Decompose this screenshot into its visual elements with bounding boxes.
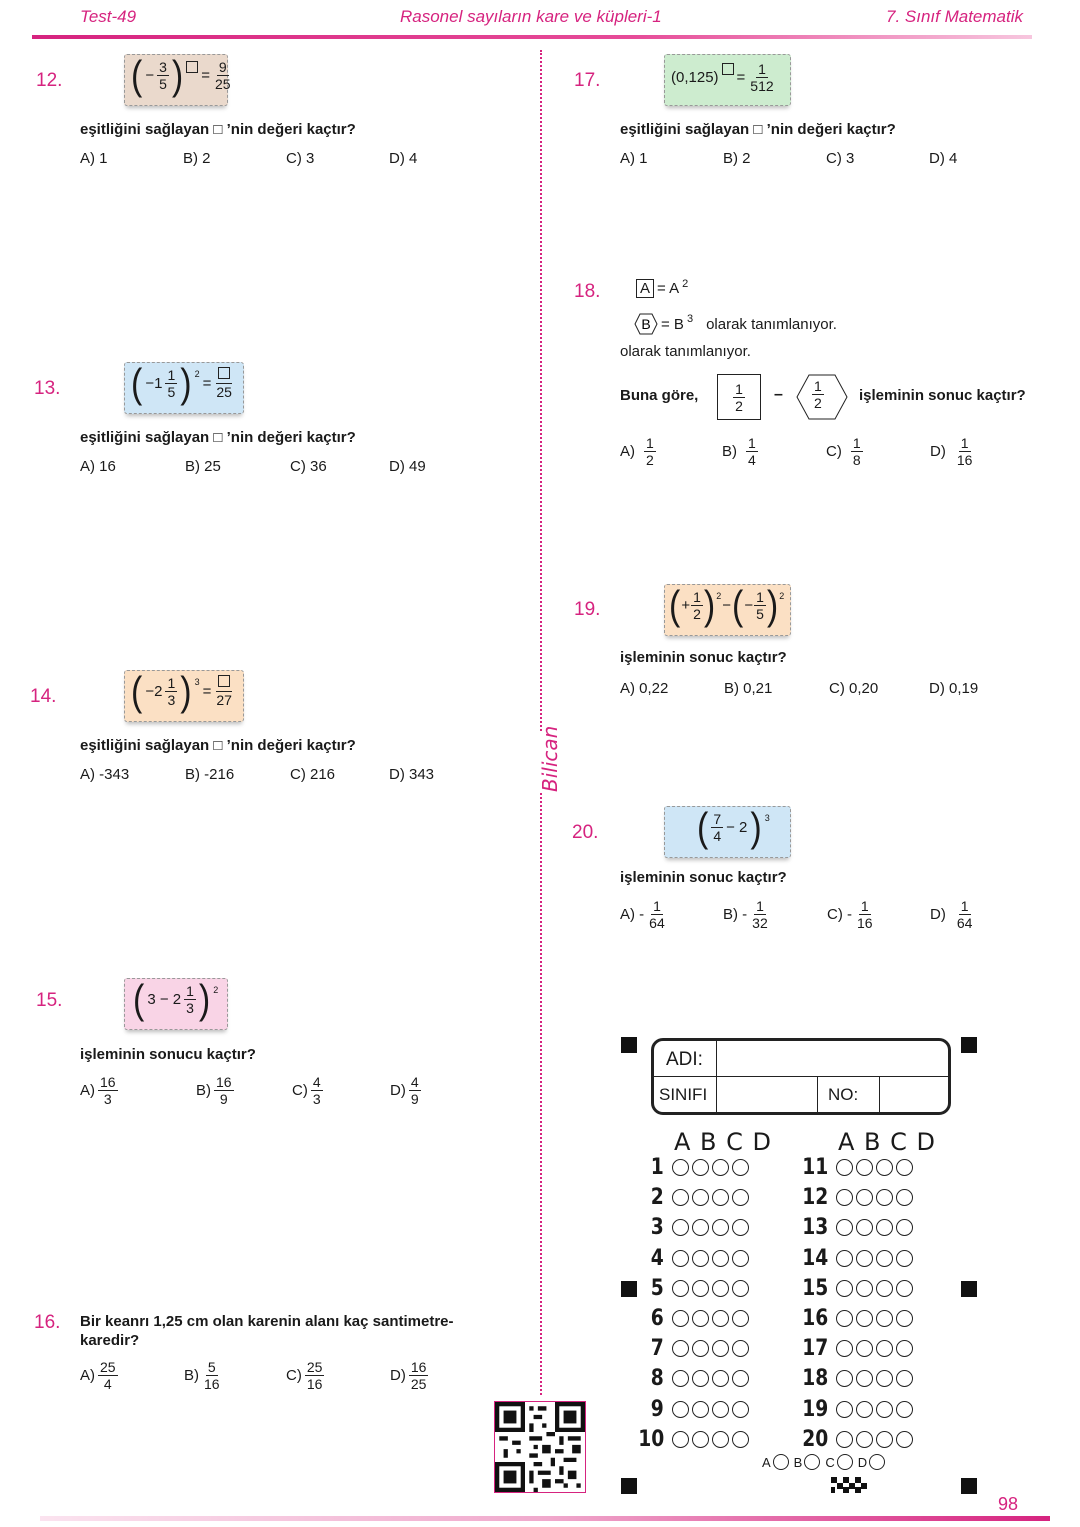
answer-bubble-c[interactable] — [712, 1219, 729, 1236]
q15-option-d[interactable]: D) $\frac{4}{9}$ — [390, 1074, 419, 1107]
answer-bubble-a[interactable] — [672, 1250, 689, 1267]
page-number: 98 — [998, 1494, 1019, 1514]
answer-bubble-c[interactable] — [876, 1370, 893, 1387]
q13-option-c[interactable]: C) 36 — [290, 458, 327, 475]
answer-row-number: 7 — [650, 1336, 664, 1362]
registration-marker — [961, 1037, 977, 1053]
answer-row-number: 1 — [650, 1155, 664, 1180]
answer-row — [636, 1306, 752, 1331]
q18-square-operand: $\frac{1}{2}$ — [717, 374, 761, 420]
q16-option-a[interactable]: A) $\frac{25}{4}$ — [80, 1359, 116, 1392]
answer-bubble-d[interactable] — [732, 1159, 749, 1176]
q17-option-d[interactable]: D) 4 — [929, 150, 958, 167]
answer-bubble-a[interactable] — [672, 1280, 689, 1297]
answer-bubble-c[interactable] — [712, 1159, 729, 1176]
answer-bubble-a[interactable] — [836, 1310, 853, 1327]
svg-text:B: B — [641, 316, 651, 332]
answer-row — [636, 1155, 752, 1180]
answer-row-number: 17 — [802, 1336, 829, 1362]
answer-bubble-c[interactable] — [876, 1401, 893, 1418]
q19-option-a[interactable]: A) 0,22 — [620, 680, 669, 697]
q14-option-d[interactable]: D) 343 — [389, 766, 435, 783]
answer-bubble-a[interactable] — [836, 1250, 853, 1267]
answer-bubble-b[interactable] — [856, 1280, 873, 1297]
header-rule — [32, 35, 1032, 39]
registration-marker — [621, 1037, 637, 1053]
column-divider — [540, 50, 542, 1395]
answer-bubble-c[interactable] — [712, 1431, 729, 1448]
answer-row — [636, 1427, 752, 1452]
student-info-form — [651, 1038, 951, 1115]
q18-definition-hexagon: B = B $^3$ olarak tanımlanıyor. — [634, 313, 837, 335]
answer-row-number: 11 — [802, 1155, 829, 1180]
answer-bubble-b[interactable] — [692, 1219, 709, 1236]
answer-row-number: 16 — [802, 1306, 829, 1331]
q18-definition-square: A = A $^2$ — [636, 279, 688, 298]
answer-bubble-a[interactable] — [672, 1219, 689, 1236]
number-field[interactable] — [881, 1078, 945, 1110]
answer-bubble-d[interactable] — [732, 1219, 749, 1236]
answer-bubble-b[interactable] — [856, 1250, 873, 1267]
answer-row — [800, 1336, 916, 1361]
answer-bubble-a[interactable] — [672, 1431, 689, 1448]
answer-row-number: 13 — [802, 1215, 829, 1241]
answer-bubble-b[interactable] — [856, 1370, 873, 1387]
registration-marker — [961, 1478, 977, 1494]
answer-row — [800, 1306, 916, 1331]
answer-bubble-d[interactable] — [732, 1401, 749, 1418]
q15-option-c[interactable]: C) $\frac{4}{3}$ — [292, 1074, 321, 1107]
answer-row-number: 20 — [802, 1426, 829, 1452]
answer-bubble-d[interactable] — [732, 1370, 749, 1387]
q17-text: eşitliğini sağlayan □ ’nin değeri kaçtır? — [620, 121, 896, 138]
answer-row — [800, 1397, 916, 1422]
answer-row — [800, 1215, 916, 1240]
q13-text: eşitliğini sağlayan □ ’nin değeri kaçtır? — [80, 429, 356, 446]
answer-row-number: 10 — [638, 1426, 665, 1452]
answer-bubble-d[interactable] — [896, 1310, 913, 1327]
answer-row-number: 15 — [802, 1275, 829, 1301]
answer-bubble-c[interactable] — [712, 1401, 729, 1418]
answer-bubble-d[interactable] — [732, 1340, 749, 1357]
answer-bubble-d[interactable] — [896, 1370, 913, 1387]
answer-bubble-d[interactable] — [732, 1431, 749, 1448]
registration-marker — [961, 1281, 977, 1297]
answer-row-number: 6 — [650, 1306, 664, 1331]
answer-bubble-c[interactable] — [876, 1280, 893, 1297]
answer-bubble-a[interactable] — [836, 1219, 853, 1236]
q13-option-d[interactable]: D) 49 — [389, 458, 426, 475]
answer-row — [800, 1155, 916, 1180]
answer-bubble-b[interactable] — [692, 1340, 709, 1357]
q18-question: işleminin sonuc kaçtır? — [859, 387, 1026, 404]
answer-row — [636, 1276, 752, 1301]
answer-bubble-d[interactable] — [896, 1189, 913, 1206]
q20-option-b[interactable]: B) - $\frac{1}{32}$ — [723, 898, 768, 931]
q14-option-a[interactable]: A) -343 — [80, 766, 130, 783]
timing-pattern — [831, 1477, 871, 1493]
answer-row — [636, 1185, 752, 1210]
answer-bubble-d[interactable] — [896, 1250, 913, 1267]
answer-bubble-c[interactable] — [876, 1189, 893, 1206]
qr-code[interactable] — [494, 1401, 586, 1493]
test-label: Test-49 — [80, 7, 137, 26]
q19-option-b[interactable]: B) 0,21 — [724, 680, 773, 697]
q18-option-b[interactable]: B) $\frac{1}{4}$ — [722, 435, 756, 468]
answer-bubble-c[interactable] — [876, 1310, 893, 1327]
answer-bubble-b[interactable] — [692, 1431, 709, 1448]
answer-bubble-b[interactable] — [692, 1370, 709, 1387]
q15-text: işleminin sonucu kaçtır? — [80, 1046, 256, 1063]
answer-bubble-c[interactable] — [712, 1370, 729, 1387]
q15-option-b[interactable]: B) $\frac{16}{9}$ — [196, 1074, 232, 1107]
answer-bubble-d[interactable] — [732, 1280, 749, 1297]
q12-text: eşitliğini sağlayan □ ’nin değeri kaçtır? — [80, 121, 356, 138]
answer-bubble-a[interactable] — [836, 1280, 853, 1297]
q20-option-c[interactable]: C) - $\frac{1}{16}$ — [827, 898, 873, 931]
answer-bubble-b[interactable] — [856, 1401, 873, 1418]
answer-bubble-b[interactable] — [856, 1340, 873, 1357]
answer-letters-left: A B C D — [674, 1128, 773, 1156]
answer-bubble-a[interactable] — [672, 1340, 689, 1357]
answer-row-number: 8 — [650, 1366, 664, 1392]
q19-option-d[interactable]: D) 0,19 — [929, 680, 979, 697]
q19-option-c[interactable]: C) 0,20 — [829, 680, 879, 697]
q13-option-a[interactable]: A) 16 — [80, 458, 116, 475]
answer-row-number: 18 — [802, 1366, 829, 1392]
footer-rule — [40, 1516, 1050, 1521]
q18-note: olarak tanımlanıyor. — [620, 343, 751, 360]
answer-bubble-a[interactable] — [836, 1189, 853, 1206]
q15-number: 15. — [36, 990, 63, 1011]
q14-option-b[interactable]: B) -216 — [185, 766, 235, 783]
answer-letters-right: A B C D — [838, 1128, 937, 1156]
q12-option-d[interactable]: D) 4 — [389, 150, 418, 167]
answer-bubble-c[interactable] — [876, 1340, 893, 1357]
answer-bubble-a[interactable] — [672, 1310, 689, 1327]
q20-expression: ( $\frac{7}{4}$ − 2 ) $^3$ — [664, 806, 791, 858]
answer-bubble-b[interactable] — [692, 1310, 709, 1327]
class-field[interactable] — [718, 1078, 816, 1110]
answer-bubble-a[interactable] — [836, 1431, 853, 1448]
answer-bubble-a[interactable] — [672, 1159, 689, 1176]
answer-bubble-b[interactable] — [692, 1159, 709, 1176]
q20-option-a[interactable]: A) - $\frac{1}{64}$ — [620, 898, 665, 931]
q13-option-b[interactable]: B) 25 — [185, 458, 221, 475]
q12-option-a[interactable]: A) 1 — [80, 150, 108, 167]
answer-bubble-b[interactable] — [692, 1250, 709, 1267]
answer-bubble-b[interactable] — [856, 1431, 873, 1448]
q18-option-a[interactable]: A) $\frac{1}{2}$ — [620, 435, 654, 468]
answer-bubble-b[interactable] — [856, 1310, 873, 1327]
number-label: NO: — [828, 1085, 859, 1104]
q20-text: işleminin sonuc kaçtır? — [620, 869, 787, 886]
brand-logo: Bilican — [538, 725, 562, 792]
q18-number: 18. — [574, 281, 601, 302]
answer-bubble-c[interactable] — [876, 1431, 893, 1448]
q12-option-c[interactable]: C) 3 — [286, 150, 315, 167]
q17-option-b[interactable]: B) 2 — [723, 150, 751, 167]
q19-number: 19. — [574, 599, 601, 620]
answer-row — [800, 1276, 916, 1301]
q14-expression: ( −2 $\frac{1}{3}$ ) $^3$ = 27 — [124, 670, 244, 722]
answer-row — [636, 1366, 752, 1391]
answer-row — [636, 1336, 752, 1361]
answer-bubble-d[interactable] — [896, 1219, 913, 1236]
page-title: Rasonel sayıların kare ve küpleri-1 — [400, 7, 662, 26]
q18-lead: Buna göre, — [620, 387, 699, 404]
answer-bubble-a[interactable] — [672, 1370, 689, 1387]
answer-row — [636, 1246, 752, 1271]
answer-bubble-c[interactable] — [712, 1340, 729, 1357]
q19-expression: ( + $\frac{1}{2}$ ) $^2$ − ( − $\frac{1}{5}$ ) $^2$ — [664, 584, 791, 636]
answer-bubble-c[interactable] — [712, 1310, 729, 1327]
hexagon-icon — [634, 313, 658, 335]
answer-bubble-d[interactable] — [732, 1189, 749, 1206]
answer-bubble-d[interactable] — [896, 1340, 913, 1357]
answer-bubble-b[interactable] — [856, 1219, 873, 1236]
answer-bubble-b[interactable] — [692, 1189, 709, 1206]
answer-bubble-d[interactable] — [896, 1159, 913, 1176]
q16-option-d[interactable]: D) $\frac{16}{25}$ — [390, 1359, 427, 1392]
answer-row-number: 2 — [650, 1185, 664, 1211]
answer-legend: A B C D — [762, 1454, 888, 1470]
q15-expression: ( 3 − 2 $\frac{1}{3}$ ) $^2$ — [124, 978, 228, 1030]
answer-bubble-d[interactable] — [732, 1250, 749, 1267]
answer-row-number: 3 — [650, 1215, 664, 1241]
answer-row — [800, 1185, 916, 1210]
answer-bubble-c[interactable] — [876, 1250, 893, 1267]
answer-bubble-b[interactable] — [692, 1280, 709, 1297]
q16-option-c[interactable]: C) $\frac{25}{16}$ — [286, 1359, 323, 1392]
answer-bubble-b[interactable] — [856, 1189, 873, 1206]
q14-number: 14. — [30, 686, 57, 707]
answer-bubble-c[interactable] — [876, 1219, 893, 1236]
answer-bubble-b[interactable] — [856, 1159, 873, 1176]
answer-row — [636, 1215, 752, 1240]
answer-bubble-b[interactable] — [692, 1401, 709, 1418]
q13-expression: ( −1 $\frac{1}{5}$ ) $^2$ = 25 — [124, 362, 244, 414]
answer-bubble-a[interactable] — [672, 1401, 689, 1418]
q19-text: işleminin sonuc kaçtır? — [620, 649, 787, 666]
answer-bubble-d[interactable] — [732, 1310, 749, 1327]
q15-option-a[interactable]: A) $\frac{16}{3}$ — [80, 1074, 116, 1107]
q18-option-d[interactable]: D) $\frac{1}{16}$ — [930, 435, 973, 468]
answer-bubble-c[interactable] — [712, 1189, 729, 1206]
answer-bubble-a[interactable] — [836, 1370, 853, 1387]
q12-option-b[interactable]: B) 2 — [183, 150, 211, 167]
q20-number: 20. — [572, 822, 599, 843]
q14-option-c[interactable]: C) 216 — [290, 766, 336, 783]
course-label: 7. Sınıf Matematik — [886, 7, 1023, 26]
q12-number: 12. — [36, 70, 63, 91]
q17-number: 17. — [574, 70, 601, 91]
class-label: SINIFI — [659, 1085, 708, 1104]
q17-option-c[interactable]: C) 3 — [826, 150, 855, 167]
answer-row-number: 19 — [802, 1396, 829, 1422]
registration-marker — [621, 1478, 637, 1494]
q12-expression: ( − $\frac{3}{5}$ ) = $\frac{9}{25}$ — [124, 54, 228, 106]
q17-expression: (0,125) = $\frac{1}{512}$ — [664, 54, 791, 106]
name-field[interactable] — [718, 1043, 944, 1075]
answer-row-number: 14 — [802, 1245, 829, 1271]
q18-option-c[interactable]: C) $\frac{1}{8}$ — [826, 435, 861, 468]
answer-row — [636, 1397, 752, 1422]
name-label: ADI: — [666, 1049, 703, 1070]
q16-text-line1: Bir keanrı 1,25 cm olan karenin alanı kaç santimetre- — [80, 1313, 454, 1330]
q18-minus: – — [774, 386, 783, 403]
answer-bubble-a[interactable] — [672, 1189, 689, 1206]
answer-bubble-c[interactable] — [712, 1280, 729, 1297]
answer-bubble-d[interactable] — [896, 1280, 913, 1297]
q13-number: 13. — [34, 378, 61, 399]
q14-text: eşitliğini sağlayan □ ’nin değeri kaçtır? — [80, 737, 356, 754]
answer-bubble-d[interactable] — [896, 1431, 913, 1448]
answer-bubble-d[interactable] — [896, 1401, 913, 1418]
answer-row — [800, 1427, 916, 1452]
q16-option-b[interactable]: B) $\frac{5}{16}$ — [184, 1359, 220, 1392]
answer-bubble-c[interactable] — [712, 1250, 729, 1267]
answer-row — [800, 1246, 916, 1271]
q18-hexagon-value: $\frac{1}{2}$ — [814, 378, 822, 411]
answer-row-number: 12 — [802, 1185, 829, 1211]
answer-bubble-c[interactable] — [876, 1159, 893, 1176]
answer-bubble-a[interactable] — [836, 1340, 853, 1357]
answer-row — [800, 1366, 916, 1391]
answer-row-number: 9 — [650, 1396, 664, 1422]
q16-number: 16. — [34, 1312, 61, 1333]
q17-option-a[interactable]: A) 1 — [620, 150, 648, 167]
answer-row-number: 4 — [650, 1245, 664, 1271]
answer-row-number: 5 — [650, 1275, 664, 1301]
q20-option-d[interactable]: D) $\frac{1}{64}$ — [930, 898, 973, 931]
answer-bubble-a[interactable] — [836, 1401, 853, 1418]
answer-bubble-a[interactable] — [836, 1159, 853, 1176]
q16-text-line2: karedir? — [80, 1332, 140, 1349]
registration-marker — [621, 1281, 637, 1297]
